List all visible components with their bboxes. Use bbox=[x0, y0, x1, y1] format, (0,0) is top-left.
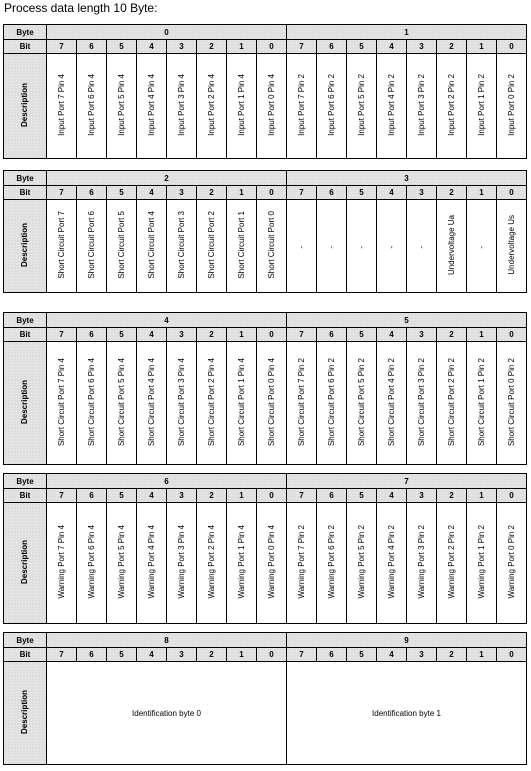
description-text: Input Port 4 Pin 4 bbox=[146, 74, 156, 136]
description-cell bbox=[467, 342, 497, 465]
description-cell bbox=[437, 503, 467, 624]
description-text: Input Port 4 Pin 2 bbox=[386, 74, 396, 136]
bit-number: 7 bbox=[47, 328, 77, 342]
description-text: Warning Port 5 Pin 4 bbox=[116, 525, 126, 599]
bit-number: 2 bbox=[437, 186, 467, 200]
process-data-table-bytes-8-9 bbox=[3, 632, 527, 765]
bit-number: 4 bbox=[377, 40, 407, 54]
description-cell bbox=[467, 200, 497, 293]
description-text: Input Port 2 Pin 2 bbox=[446, 74, 456, 136]
bit-number: 4 bbox=[377, 489, 407, 503]
process-data-table-bytes-6-7 bbox=[3, 473, 527, 624]
bit-number: 2 bbox=[197, 186, 227, 200]
description-text: Warning Port 0 Pin 4 bbox=[266, 525, 276, 599]
description-label-cell bbox=[4, 342, 47, 465]
bit-number: 0 bbox=[497, 489, 527, 503]
description-text: Warning Port 2 Pin 2 bbox=[446, 525, 456, 599]
bit-number: 7 bbox=[287, 648, 317, 662]
description-text: Input Port 5 Pin 4 bbox=[116, 74, 126, 136]
description-text: Warning Port 1 Pin 2 bbox=[476, 525, 486, 599]
bit-number: 5 bbox=[347, 186, 377, 200]
description-text: Short Circuit Port 0 bbox=[266, 211, 276, 279]
description-cell bbox=[137, 342, 167, 465]
bit-number: 4 bbox=[377, 328, 407, 342]
bit-number: 2 bbox=[197, 489, 227, 503]
description-cell bbox=[137, 200, 167, 293]
description-cell bbox=[227, 200, 257, 293]
byte-row bbox=[4, 474, 527, 489]
bit-number: 4 bbox=[137, 186, 167, 200]
description-text: Short Circuit Port 1 bbox=[236, 211, 246, 279]
bit-number: 2 bbox=[437, 328, 467, 342]
bit-number: 3 bbox=[167, 328, 197, 342]
bit-number: 0 bbox=[257, 328, 287, 342]
process-data-table-bytes-0-1 bbox=[3, 24, 527, 159]
description-label: Description bbox=[20, 689, 29, 734]
description-cell bbox=[167, 54, 197, 159]
description-text: - bbox=[356, 245, 366, 249]
description-cell bbox=[437, 200, 467, 293]
bit-number: 2 bbox=[437, 40, 467, 54]
bit-number: 7 bbox=[287, 40, 317, 54]
description-row bbox=[4, 200, 527, 293]
description-text: Short Circuit Port 0 Pin 2 bbox=[506, 357, 516, 447]
bit-number: 1 bbox=[227, 328, 257, 342]
description-text: Short Circuit Port 7 bbox=[56, 211, 66, 279]
description-cell bbox=[407, 503, 437, 624]
bit-number: 1 bbox=[227, 186, 257, 200]
bit-number: 0 bbox=[257, 186, 287, 200]
description-cell bbox=[47, 54, 77, 159]
bit-number: 5 bbox=[347, 489, 377, 503]
description-cell bbox=[347, 503, 377, 624]
bit-number: 6 bbox=[317, 328, 347, 342]
description-cell bbox=[227, 503, 257, 624]
description-cell bbox=[77, 54, 107, 159]
bit-number: 1 bbox=[227, 648, 257, 662]
identification-byte-cell bbox=[287, 662, 527, 765]
description-text: Input Port 6 Pin 4 bbox=[86, 74, 96, 136]
description-text: Short Circuit Port 6 bbox=[86, 211, 96, 279]
description-text: Warning Port 4 Pin 4 bbox=[146, 525, 156, 599]
description-row bbox=[4, 54, 527, 159]
bit-number: 6 bbox=[317, 648, 347, 662]
description-text: Short Circuit Port 7 Pin 4 bbox=[56, 357, 66, 447]
bit-number: 3 bbox=[407, 328, 437, 342]
description-text: Short Circuit Port 4 bbox=[146, 211, 156, 279]
description-text: Undervoltage Us bbox=[506, 215, 516, 275]
description-cell bbox=[197, 54, 227, 159]
description-text: - bbox=[476, 245, 486, 249]
description-cell bbox=[407, 200, 437, 293]
description-label: Description bbox=[20, 539, 29, 584]
description-cell bbox=[227, 342, 257, 465]
description-text: Input Port 5 Pin 2 bbox=[356, 74, 366, 136]
bit-number: 5 bbox=[107, 489, 137, 503]
description-label-cell bbox=[4, 662, 47, 765]
description-cell bbox=[437, 54, 467, 159]
description-cell bbox=[167, 200, 197, 293]
description-text: Short Circuit Port 5 bbox=[116, 211, 126, 279]
bit-number: 3 bbox=[167, 648, 197, 662]
description-label: Description bbox=[20, 222, 29, 267]
byte-label: Byte bbox=[4, 313, 47, 328]
description-text: Input Port 3 Pin 2 bbox=[416, 74, 426, 136]
bit-number: 5 bbox=[347, 40, 377, 54]
description-cell bbox=[377, 503, 407, 624]
bit-number: 1 bbox=[467, 648, 497, 662]
bit-number: 3 bbox=[407, 40, 437, 54]
description-text: Short Circuit Port 4 Pin 2 bbox=[386, 357, 396, 447]
description-cell bbox=[287, 200, 317, 293]
description-text: Short Circuit Port 3 Pin 2 bbox=[416, 357, 426, 447]
page-title: Process data length 10 Byte: bbox=[4, 1, 158, 15]
description-text: Short Circuit Port 6 Pin 2 bbox=[326, 357, 336, 447]
description-text: Input Port 6 Pin 2 bbox=[326, 74, 336, 136]
bit-number: 4 bbox=[137, 648, 167, 662]
bit-number: 3 bbox=[167, 186, 197, 200]
bit-number: 7 bbox=[287, 328, 317, 342]
bit-number: 5 bbox=[347, 648, 377, 662]
description-text: Warning Port 1 Pin 4 bbox=[236, 525, 246, 599]
description-cell bbox=[107, 54, 137, 159]
byte-number: 2 bbox=[47, 171, 287, 186]
description-cell bbox=[47, 342, 77, 465]
bit-number: 2 bbox=[197, 328, 227, 342]
description-text: Short Circuit Port 3 bbox=[176, 211, 186, 279]
bit-number: 3 bbox=[407, 489, 437, 503]
description-text: Warning Port 3 Pin 2 bbox=[416, 525, 426, 599]
bit-number: 0 bbox=[257, 489, 287, 503]
bit-number: 0 bbox=[497, 328, 527, 342]
bit-number: 4 bbox=[137, 328, 167, 342]
bit-label: Bit bbox=[4, 328, 47, 342]
description-text: Short Circuit Port 2 Pin 4 bbox=[206, 357, 216, 447]
description-cell bbox=[317, 503, 347, 624]
description-text: Warning Port 4 Pin 2 bbox=[386, 525, 396, 599]
description-row bbox=[4, 342, 527, 465]
description-text: - bbox=[296, 245, 306, 249]
bit-number: 1 bbox=[467, 328, 497, 342]
description-text: Input Port 0 Pin 2 bbox=[506, 74, 516, 136]
description-cell bbox=[77, 503, 107, 624]
bit-number: 1 bbox=[467, 40, 497, 54]
bit-label: Bit bbox=[4, 186, 47, 200]
description-cell bbox=[287, 342, 317, 465]
description-cell bbox=[347, 342, 377, 465]
description-text: Warning Port 7 Pin 4 bbox=[56, 525, 66, 599]
description-cell bbox=[287, 54, 317, 159]
description-text: Input Port 3 Pin 4 bbox=[176, 74, 186, 136]
description-cell bbox=[407, 342, 437, 465]
description-cell bbox=[377, 54, 407, 159]
bit-number: 6 bbox=[317, 40, 347, 54]
description-text: Warning Port 0 Pin 2 bbox=[506, 525, 516, 599]
description-text: Short Circuit Port 1 Pin 4 bbox=[236, 357, 246, 447]
description-label: Description bbox=[20, 82, 29, 127]
byte-number: 6 bbox=[47, 474, 287, 489]
identification-byte-cell bbox=[47, 662, 287, 765]
description-cell bbox=[497, 54, 527, 159]
description-cell bbox=[257, 503, 287, 624]
description-cell bbox=[167, 342, 197, 465]
byte-number: 7 bbox=[287, 474, 527, 489]
description-label: Description bbox=[20, 379, 29, 424]
bit-number: 5 bbox=[347, 328, 377, 342]
bit-number: 3 bbox=[167, 40, 197, 54]
description-text: Short Circuit Port 0 Pin 4 bbox=[266, 357, 276, 447]
description-cell bbox=[317, 200, 347, 293]
bit-number: 6 bbox=[317, 489, 347, 503]
description-label-cell bbox=[4, 54, 47, 159]
bit-row bbox=[4, 648, 527, 662]
description-cell bbox=[137, 503, 167, 624]
bit-number: 3 bbox=[407, 648, 437, 662]
bit-number: 2 bbox=[437, 648, 467, 662]
bit-row bbox=[4, 40, 527, 54]
description-cell bbox=[497, 503, 527, 624]
description-cell bbox=[197, 503, 227, 624]
byte-number: 1 bbox=[287, 25, 527, 40]
bit-number: 4 bbox=[377, 186, 407, 200]
description-cell bbox=[257, 342, 287, 465]
description-text: Warning Port 7 Pin 2 bbox=[296, 525, 306, 599]
bit-number: 1 bbox=[227, 489, 257, 503]
description-text: Short Circuit Port 7 Pin 2 bbox=[296, 357, 306, 447]
process-data-table-bytes-4-5 bbox=[3, 312, 527, 465]
bit-number: 1 bbox=[467, 489, 497, 503]
bit-number: 5 bbox=[107, 40, 137, 54]
description-cell bbox=[317, 54, 347, 159]
description-text: - bbox=[416, 245, 426, 249]
description-cell bbox=[437, 342, 467, 465]
byte-number: 0 bbox=[47, 25, 287, 40]
description-cell bbox=[137, 54, 167, 159]
byte-number: 5 bbox=[287, 313, 527, 328]
description-text: Short Circuit Port 6 Pin 4 bbox=[86, 357, 96, 447]
description-cell bbox=[107, 342, 137, 465]
bit-number: 1 bbox=[467, 186, 497, 200]
description-cell bbox=[347, 200, 377, 293]
description-cell bbox=[77, 342, 107, 465]
byte-row bbox=[4, 171, 527, 186]
bit-number: 6 bbox=[77, 648, 107, 662]
description-text: Short Circuit Port 2 bbox=[206, 211, 216, 279]
bit-number: 6 bbox=[317, 186, 347, 200]
description-cell bbox=[257, 54, 287, 159]
description-cell bbox=[197, 342, 227, 465]
byte-number: 3 bbox=[287, 171, 527, 186]
description-cell bbox=[467, 54, 497, 159]
bit-number: 3 bbox=[167, 489, 197, 503]
description-text: Short Circuit Port 4 Pin 4 bbox=[146, 357, 156, 447]
byte-number: 4 bbox=[47, 313, 287, 328]
bit-number: 7 bbox=[47, 40, 77, 54]
bit-number: 6 bbox=[77, 40, 107, 54]
bit-row bbox=[4, 328, 527, 342]
description-text: Input Port 1 Pin 4 bbox=[236, 74, 246, 136]
description-text: Short Circuit Port 2 Pin 2 bbox=[446, 357, 456, 447]
description-text: Input Port 7 Pin 2 bbox=[296, 74, 306, 136]
description-text: - bbox=[326, 245, 336, 249]
bit-number: 7 bbox=[47, 648, 77, 662]
description-text: Warning Port 5 Pin 2 bbox=[356, 525, 366, 599]
description-cell bbox=[497, 342, 527, 465]
bit-number: 0 bbox=[497, 648, 527, 662]
bit-row bbox=[4, 489, 527, 503]
bit-number: 6 bbox=[77, 489, 107, 503]
description-text: Short Circuit Port 1 Pin 2 bbox=[476, 357, 486, 447]
bit-number: 6 bbox=[77, 186, 107, 200]
description-cell bbox=[497, 200, 527, 293]
description-cell bbox=[317, 342, 347, 465]
description-text: Input Port 7 Pin 4 bbox=[56, 74, 66, 136]
byte-number: 9 bbox=[287, 633, 527, 648]
bit-number: 2 bbox=[197, 40, 227, 54]
process-data-table-bytes-2-3 bbox=[3, 170, 527, 293]
bit-number: 5 bbox=[107, 186, 137, 200]
bit-number: 7 bbox=[47, 489, 77, 503]
byte-label: Byte bbox=[4, 25, 47, 40]
description-cell bbox=[107, 503, 137, 624]
description-cell bbox=[47, 200, 77, 293]
bit-number: 2 bbox=[437, 489, 467, 503]
description-text: Warning Port 3 Pin 4 bbox=[176, 525, 186, 599]
bit-label: Bit bbox=[4, 489, 47, 503]
description-cell bbox=[257, 200, 287, 293]
bit-number: 0 bbox=[497, 40, 527, 54]
description-cell bbox=[227, 54, 257, 159]
description-cell bbox=[197, 200, 227, 293]
description-text: Undervoltage Ua bbox=[446, 214, 456, 276]
bit-number: 0 bbox=[257, 40, 287, 54]
description-cell bbox=[347, 54, 377, 159]
description-text: - bbox=[386, 245, 396, 249]
description-text: Input Port 2 Pin 4 bbox=[206, 74, 216, 136]
byte-label: Byte bbox=[4, 474, 47, 489]
bit-label: Bit bbox=[4, 40, 47, 54]
description-text: Short Circuit Port 5 Pin 4 bbox=[116, 357, 126, 447]
description-label-cell bbox=[4, 503, 47, 624]
byte-number: 8 bbox=[47, 633, 287, 648]
identification-byte-text: Identification byte 1 bbox=[372, 708, 441, 718]
description-text: Short Circuit Port 5 Pin 2 bbox=[356, 357, 366, 447]
description-text: Warning Port 6 Pin 4 bbox=[86, 525, 96, 599]
bit-number: 7 bbox=[287, 489, 317, 503]
byte-row bbox=[4, 633, 527, 648]
description-row bbox=[4, 503, 527, 624]
bit-number: 7 bbox=[287, 186, 317, 200]
description-label-cell bbox=[4, 200, 47, 293]
bit-number: 1 bbox=[227, 40, 257, 54]
bit-number: 5 bbox=[107, 648, 137, 662]
description-text: Input Port 1 Pin 2 bbox=[476, 74, 486, 136]
description-cell bbox=[467, 503, 497, 624]
byte-label: Byte bbox=[4, 171, 47, 186]
description-cell bbox=[377, 342, 407, 465]
description-cell bbox=[47, 503, 77, 624]
bit-number: 6 bbox=[77, 328, 107, 342]
description-cell bbox=[167, 503, 197, 624]
description-text: Warning Port 6 Pin 2 bbox=[326, 525, 336, 599]
bit-row bbox=[4, 186, 527, 200]
bit-label: Bit bbox=[4, 648, 47, 662]
description-cell bbox=[377, 200, 407, 293]
description-cell bbox=[287, 503, 317, 624]
byte-row bbox=[4, 25, 527, 40]
byte-row bbox=[4, 313, 527, 328]
description-cell bbox=[407, 54, 437, 159]
bit-number: 7 bbox=[47, 186, 77, 200]
identification-byte-text: Identification byte 0 bbox=[132, 708, 201, 718]
description-text: Warning Port 2 Pin 4 bbox=[206, 525, 216, 599]
bit-number: 0 bbox=[257, 648, 287, 662]
bit-number: 3 bbox=[407, 186, 437, 200]
bit-number: 2 bbox=[197, 648, 227, 662]
description-text: Input Port 0 Pin 4 bbox=[266, 74, 276, 136]
bit-number: 4 bbox=[137, 489, 167, 503]
description-cell bbox=[107, 200, 137, 293]
bit-number: 4 bbox=[137, 40, 167, 54]
description-text: Short Circuit Port 3 Pin 4 bbox=[176, 357, 186, 447]
bit-number: 0 bbox=[497, 186, 527, 200]
bit-number: 5 bbox=[107, 328, 137, 342]
description-row bbox=[4, 662, 527, 765]
description-cell bbox=[77, 200, 107, 293]
bit-number: 4 bbox=[377, 648, 407, 662]
byte-label: Byte bbox=[4, 633, 47, 648]
